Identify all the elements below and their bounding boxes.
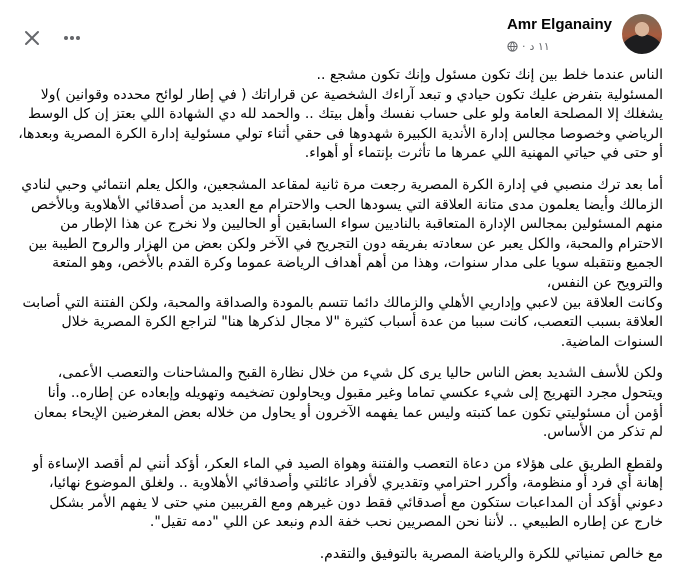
post-paragraph-5: مع خالص تمنياتي للكرة والرياضة المصرية بالتوفيق والتقدم. — [319, 546, 663, 562]
post-paragraph-2: أما بعد ترك منصبي في إدارة الكرة المصرية رجعت مرة ثانية لمقاعد المشجعين، والكل يعلم انتمائي وحبي لنادي الزمالك وأيضا يعلمون مدى متانة العلاقة التي يسودها الحب والاحترام مع العديد من أصدقائي الأهلاوية وبالأخص منهم المسئولين بمجالس الإدارة المتعاقبة بالناديين سواء السابقين أو الحاليين ولا نخرج عن هذا الإطار من الاحترام والمحبة، والكل يعبر عن سعادته بفريقه دون التجريح في الآخر ولكن بعض من الهزار والروح الطيبة بين الجميع ونتقبله سويا على مدار سنوات، وهذا من أهم أهداف الرياضة عموما وكرة القدم بالأخص، وهو المتعة والترويح عن النفس، وكانت العلاقة بين لاعبي وإداريي الأهلي والزمالك دائما تتسم بالمودة والصداقة والمحبة، ولكن الفتنة التي أصابت العلاقة بسبب التعصب، كانت سببا من عدة أسباب كثيرة "لا مجال لذكرها هنا" لتراجع الكرة المصرية خلال السنوات الماضية. — [21, 176, 663, 350]
author-block — [507, 16, 612, 53]
close-icon — [24, 30, 40, 46]
post-paragraph-1: الناس عندما خلط بين إنك تكون مسئول وإنك تكون مشجع .. المسئولية بتفرض عليك تكون حيادي و تبعد آراءك الشخصية عن قراراتك ( في إطار لوائح محدده وقوانين )ولا يشغلك إلا المصلحة العامة ولو على حساب نفسك وأهل بيتك .. والحمد لله دي الشهادة اللي بعتز إن كل الوسط الرياضي وخصوصا مجالس إدارة الأندية الكبيرة شهدوها فى حقي أثناء تولي مسئولية إدارة الكرة المصرية وبعدها، أو حتى في حياتي المهنية اللي عمرها ما تأثرت بإنتماء أو أهواء. — [18, 67, 663, 162]
meta-separator: · — [521, 40, 526, 53]
close-button[interactable] — [18, 24, 46, 52]
post-paragraph-4: ولقطع الطريق على هؤلاء من دعاة التعصب والفتنة وهواة الصيد في الماء العكر، أؤكد أنني لم أقصد الإساءة أو إهانة أي فرد أو منظومة، وأكرر احترامي وتقديري لأفراد عائلتي وأصدقائي الأهلاوية .. ولغلق الموضوع نهائيا، دعوني أؤكد أن المداعبات ستكون مع أصدقائي فقط دون غيرهم ومع القريبين مني حتى لا يفهم الأمر بشكل خارج عن إطاره الطبيعي .. لأننا نحن المصريين نحب خفة الدم ونبعد عن اللي "دمه تقيل". — [32, 455, 663, 531]
post-header — [0, 0, 680, 68]
more-options-button[interactable] — [58, 24, 86, 52]
avatar[interactable] — [622, 14, 662, 54]
post-timestamp[interactable]: ١١ د — [529, 40, 550, 53]
post-paragraph-3: ولكن للأسف الشديد بعض الناس حاليا يرى كل شيء من خلال نظارة القبح والمشاحنات والتعصب الأعمى، ويتحول مجرد التهريج إلى شيء عكسي تماما وغير مقبول ويحاولون تضخيمه وتهويله وإبعاده عن إطاره.. وأنا أؤمن أن مسئوليتي تكون عما كتبته وليس عما يفهمه الآخرون أو يحاول من خلاله بعض المغرضين الإيحاء بمعان لم تذكر من الأساس. — [33, 365, 663, 441]
more-horizontal-icon — [63, 35, 81, 41]
author-name[interactable]: Amr Elganainy — [506, 16, 612, 33]
globe-icon[interactable] — [507, 41, 518, 52]
post-meta — [507, 40, 612, 53]
post-body — [18, 66, 663, 562]
header-actions — [18, 24, 86, 52]
